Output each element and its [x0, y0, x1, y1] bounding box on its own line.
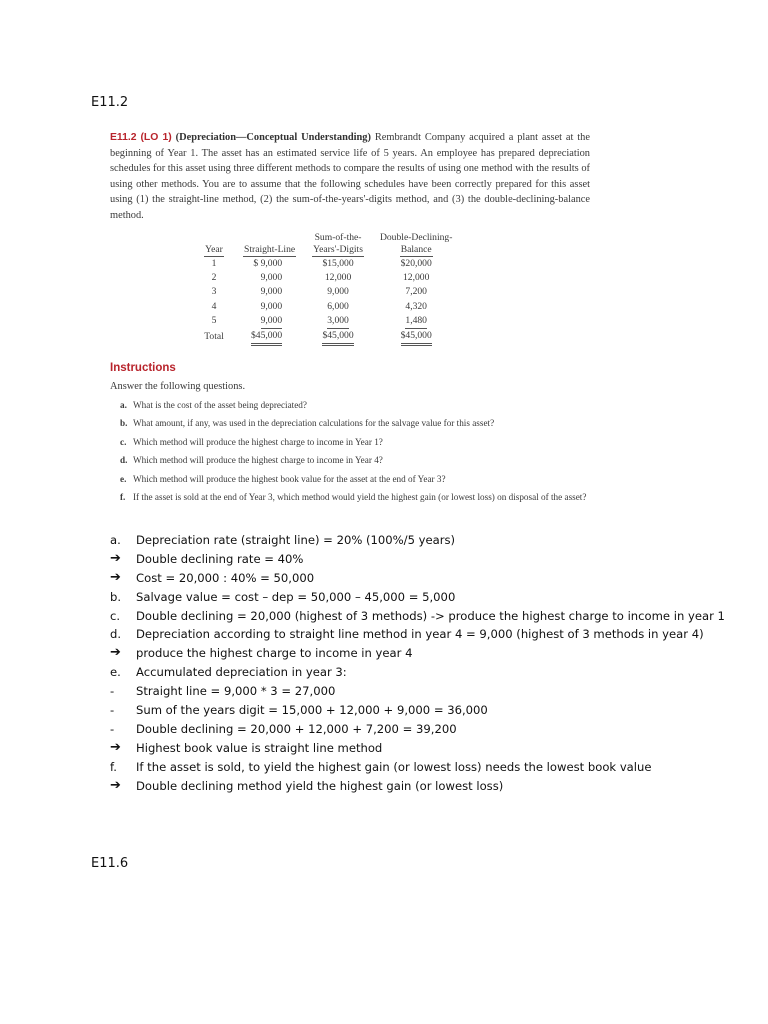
cell-total-sum-of-years-digits: $45,000	[304, 329, 372, 346]
answer-text: Double declining method yield the highest gain (or lowest loss)	[136, 778, 504, 793]
cell-double-declining: 4,320	[405, 300, 427, 312]
answer-text: Double declining rate = 40%	[136, 551, 304, 566]
cell-total-double-declining: $45,000	[372, 329, 460, 346]
question-list	[120, 399, 590, 509]
cell-year: 4	[211, 300, 217, 312]
question-text: If the asset is sold at the end of Year 3, which method would yield the highest gain (or lowest loss) on disposal of the asset?	[133, 491, 587, 502]
header-sum-of-years-digits: Sum-of-the- Years'-Digits	[313, 232, 363, 255]
cell-double-declining: $20,000	[400, 258, 432, 270]
learning-objective: (LO 1)	[140, 132, 172, 143]
cell-double-declining: 12,000	[402, 272, 430, 284]
cell-straight-line: 9,000	[235, 314, 304, 329]
answer-item	[110, 588, 750, 607]
answer-marker: b.	[110, 589, 122, 604]
answer-text: produce the highest charge to income in year 4	[136, 646, 413, 661]
instructions-subtitle: Answer the following questions.	[110, 381, 246, 392]
answer-text: Straight line = 9,000 * 3 = 27,000	[136, 684, 336, 699]
answer-item	[110, 701, 750, 720]
answer-text: Highest book value is straight line method	[136, 740, 383, 755]
cell-sum-of-years-digits: $15,000	[322, 258, 354, 270]
cell-straight-line: 9,000	[260, 272, 283, 284]
cell-sum-of-years-digits: 3,000	[304, 314, 372, 329]
answer-item	[110, 682, 750, 701]
header-straight-line: Straight-Line	[244, 244, 296, 255]
exercise-text: Rembrandt Company acquired a plant asset at the beginning of Year 1. The asset has an estimated service life of 5 years. An employee has prepared depreciation schedules for this asset using three different methods to compare the results of using one method with the results of using other methods. You are to assume that the following schedules have been correctly prepared for this asset using (1) the straight-line method, (2) the sum-of-the-years'-digits method, and (3) the double-declining-balance method.	[110, 132, 590, 221]
dash-marker: -	[110, 703, 115, 718]
answer-item	[110, 663, 750, 682]
cell-sum-of-years-digits: 9,000	[327, 286, 349, 298]
cell-double-declining: 1,480	[372, 314, 460, 329]
cell-year: 3	[211, 286, 217, 298]
depreciation-schedule-table	[193, 232, 460, 346]
question-letter: d.	[120, 455, 128, 466]
table-row	[193, 285, 460, 299]
answer-list	[110, 531, 750, 795]
next-exercise-heading: E11.6	[91, 856, 129, 871]
cell-double-declining: 7,200	[405, 286, 427, 298]
exercise-heading: E11.2	[91, 95, 129, 110]
answer-item	[110, 758, 750, 777]
answer-marker: f.	[110, 759, 117, 774]
answer-item	[110, 569, 750, 588]
answer-marker: a.	[110, 533, 121, 547]
list-item	[120, 454, 590, 467]
answer-item	[110, 644, 750, 663]
question-text: What amount, if any, was used in the depreciation calculations for the salvage value for this asset?	[133, 418, 495, 429]
question-letter: c.	[120, 436, 127, 447]
exercise-title: (Depreciation—Conceptual Understanding)	[175, 132, 371, 143]
cell-total-label: Total	[204, 331, 224, 343]
answer-item	[110, 720, 750, 739]
question-text: Which method will produce the highest book value for the asset at the end of Year 3?	[133, 473, 446, 484]
table-row	[193, 271, 460, 285]
answer-text: Accumulated depreciation in year 3:	[136, 665, 347, 680]
cell-year: 1	[211, 258, 217, 270]
answer-item	[110, 550, 750, 569]
answer-text: Depreciation rate (straight line) = 20% (100%/5 years)	[136, 533, 456, 547]
table-row	[193, 257, 460, 271]
table-header-row	[193, 232, 460, 257]
question-text: Which method will produce the highest charge to income in Year 1?	[133, 436, 383, 447]
header-year: Year	[205, 244, 223, 255]
cell-sum-of-years-digits: 6,000	[327, 300, 349, 312]
list-item	[120, 473, 590, 486]
question-letter: b.	[120, 418, 128, 429]
cell-straight-line: 9,000	[260, 300, 283, 312]
cell-total-straight-line: $45,000	[235, 329, 304, 346]
question-letter: e.	[120, 473, 127, 484]
question-text: Which method will produce the highest charge to income in Year 4?	[133, 455, 383, 466]
table-row	[193, 314, 460, 329]
answer-item	[110, 625, 750, 644]
answer-text: Double declining = 20,000 + 12,000 + 7,200 = 39,200	[136, 721, 457, 736]
answer-marker: c.	[110, 608, 121, 623]
cell-year: 2	[211, 272, 217, 284]
answer-item	[110, 739, 750, 758]
list-item	[120, 436, 590, 449]
answer-marker: e.	[110, 665, 121, 680]
instructions-title: Instructions	[110, 362, 176, 374]
arrow-right-icon: ➔	[110, 569, 121, 585]
table-row	[193, 300, 460, 314]
question-letter: a.	[120, 400, 127, 410]
header-double-declining-balance: Double-Declining- Balance	[379, 232, 453, 255]
exercise-code: E11.2	[110, 132, 137, 143]
list-item	[120, 491, 590, 504]
exercise-intro	[110, 130, 590, 224]
question-text: What is the cost of the asset being depreciated?	[133, 400, 307, 410]
cell-straight-line: $ 9,000	[253, 258, 283, 270]
arrow-right-icon: ➔	[110, 739, 121, 755]
cell-straight-line: 9,000	[260, 286, 283, 298]
answer-item	[110, 607, 750, 626]
answer-item	[110, 777, 750, 796]
answer-marker: d.	[110, 627, 122, 642]
answer-text: Double declining = 20,000 (highest of 3 methods) -> produce the highest charge to income in year 1	[136, 608, 725, 623]
answer-text: If the asset is sold, to yield the highest gain (or lowest loss) needs the lowest book value	[136, 759, 652, 774]
arrow-right-icon: ➔	[110, 645, 121, 661]
answer-text: Cost = 20,000 : 40% = 50,000	[136, 570, 315, 585]
arrow-right-icon: ➔	[110, 550, 121, 566]
cell-sum-of-years-digits: 12,000	[324, 272, 352, 284]
answer-text: Salvage value = cost – dep = 50,000 – 45,000 = 5,000	[136, 589, 456, 604]
answer-text: Depreciation according to straight line method in year 4 = 9,000 (highest of 3 methods in year 4)	[136, 627, 704, 642]
dash-marker: -	[110, 684, 115, 699]
question-letter: f.	[120, 491, 126, 502]
table-total-row	[193, 329, 460, 346]
list-item	[120, 399, 590, 412]
cell-year: 5	[211, 315, 217, 327]
answer-item	[110, 531, 750, 550]
answer-text: Sum of the years digit = 15,000 + 12,000 + 9,000 = 36,000	[136, 703, 488, 718]
arrow-right-icon: ➔	[110, 777, 121, 793]
dash-marker: -	[110, 721, 115, 736]
list-item	[120, 417, 590, 430]
